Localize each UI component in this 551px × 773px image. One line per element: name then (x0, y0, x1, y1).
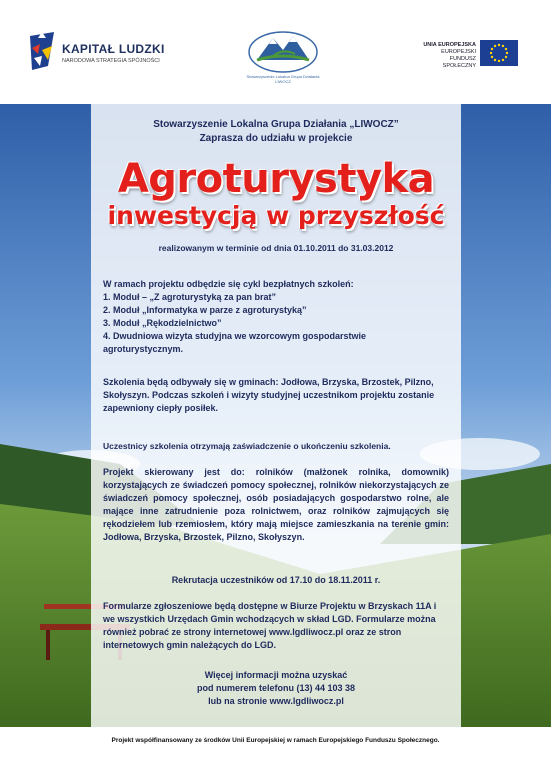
kapital-ludzki-logo (28, 30, 178, 76)
application-forms-info: Formularze zgłoszeniowe będą dostępne w Biurze Projektu w Brzyskach 11A i we wszystkich Urzędach Gmin wchodzących w skład LGD. Formularze można również pobrać ze strony internetowej www.lgdliwocz.pl oraz ze stron internetowych gmin należących do LGD. (103, 601, 437, 650)
certificate-note: Uczestnicy szkolenia otrzymają zaświadczenie o ukończeniu szkolenia. (103, 441, 391, 451)
training-intro: W ramach projektu odbędzie się cykl bezpłatnych szkoleń: (103, 279, 354, 289)
invitation-line: Zaprasza do udziału w projekcie (199, 133, 353, 144)
kapital-ludzki-title: KAPITAŁ LUDZKI (62, 42, 165, 56)
headline-title: Agroturystyka (117, 156, 435, 202)
module-item: 1. Moduł – „Z agroturystyką za pan brat” (103, 292, 277, 302)
module-item-continuation: agroturystycznym. (103, 344, 184, 354)
eu-line-social-fund: FUNDUSZ SPOŁECZNY (442, 56, 476, 69)
recruitment-dates: Rekrutacja uczestników od 17.10 do 18.11.2011 r. (171, 575, 381, 585)
eu-logo (418, 40, 518, 70)
kapital-ludzki-mark-icon (28, 30, 56, 72)
contact-website: lub na stronie www.lgdliwocz.pl (208, 696, 344, 706)
kapital-ludzki-subtitle: NARODOWA STRATEGIA SPÓJNOŚCI (62, 58, 160, 64)
module-item: 4. Dwudniowa wizyta studyjna we wzorcowym gospodarstwie (103, 331, 367, 341)
project-period: realizowanym w terminie od dnia 01.10.2011 do 31.03.2012 (158, 243, 394, 253)
logo-bar (0, 0, 551, 104)
contact-phone: pod numerem telefonu (13) 44 103 38 (196, 683, 356, 693)
eu-logo-text (418, 42, 476, 70)
training-locations: Szkolenia będą odbywały się w gminach: Jodłowa, Brzyska, Brzostek, Pilzno, Skołyszyn. Podczas szkoleń i wizyty studyjnej uczestnikom projektu zostanie zapewniony ciepły posiłek. (103, 377, 435, 413)
cofinancing-note: Projekt współfinansowany ze środków Unii Europejskiej w ramach Europejskiego Funduszu Społecznego. (111, 737, 440, 744)
module-item: 3. Moduł „Rękodzielnictwo” (103, 318, 222, 328)
organizer-name: Stowarzyszenie Lokalna Grupa Działania „LIWOCZ” (153, 119, 399, 130)
module-list (103, 291, 449, 356)
headline-subtitle: inwestycją w przyszłość (107, 201, 445, 230)
organizer-block (103, 118, 449, 146)
eu-flag-icon (480, 40, 518, 66)
module-item: 2. Moduł „Informatyka w parze z agroturystyką” (103, 305, 307, 315)
lgd-logo-caption: Stowarzyszenie Lokalna Grupa Działania LIWOCZ (246, 74, 320, 84)
footer (0, 727, 551, 773)
eu-line-union: UNIA EUROPEJSKA (423, 42, 476, 48)
contact-intro: Więcej informacji można uzyskać (204, 670, 348, 680)
mountain-emblem-icon (243, 26, 323, 74)
eu-line-european: EUROPEJSKI (441, 49, 476, 55)
target-group: Projekt skierowany jest do: rolników (małżonek rolnika, domownik) korzystających ze świadczeń pomocy społecznej, rolników niekorzystających ze świadczeń pomocy społecznej, osób posiadających gospodarstwo rolne, ale mające inne zatrudnienie poza rolnictwem, oraz rolników zajmujących się rękodziełem lub rzemiosłem, który mają miejsce zamieszkania na terenie gmin: Jodłowa, Brzyska, Brzostek, Pilzno, Skołyszyn. (103, 467, 449, 542)
contact-info (103, 669, 449, 708)
lgd-liwocz-logo (243, 26, 323, 84)
